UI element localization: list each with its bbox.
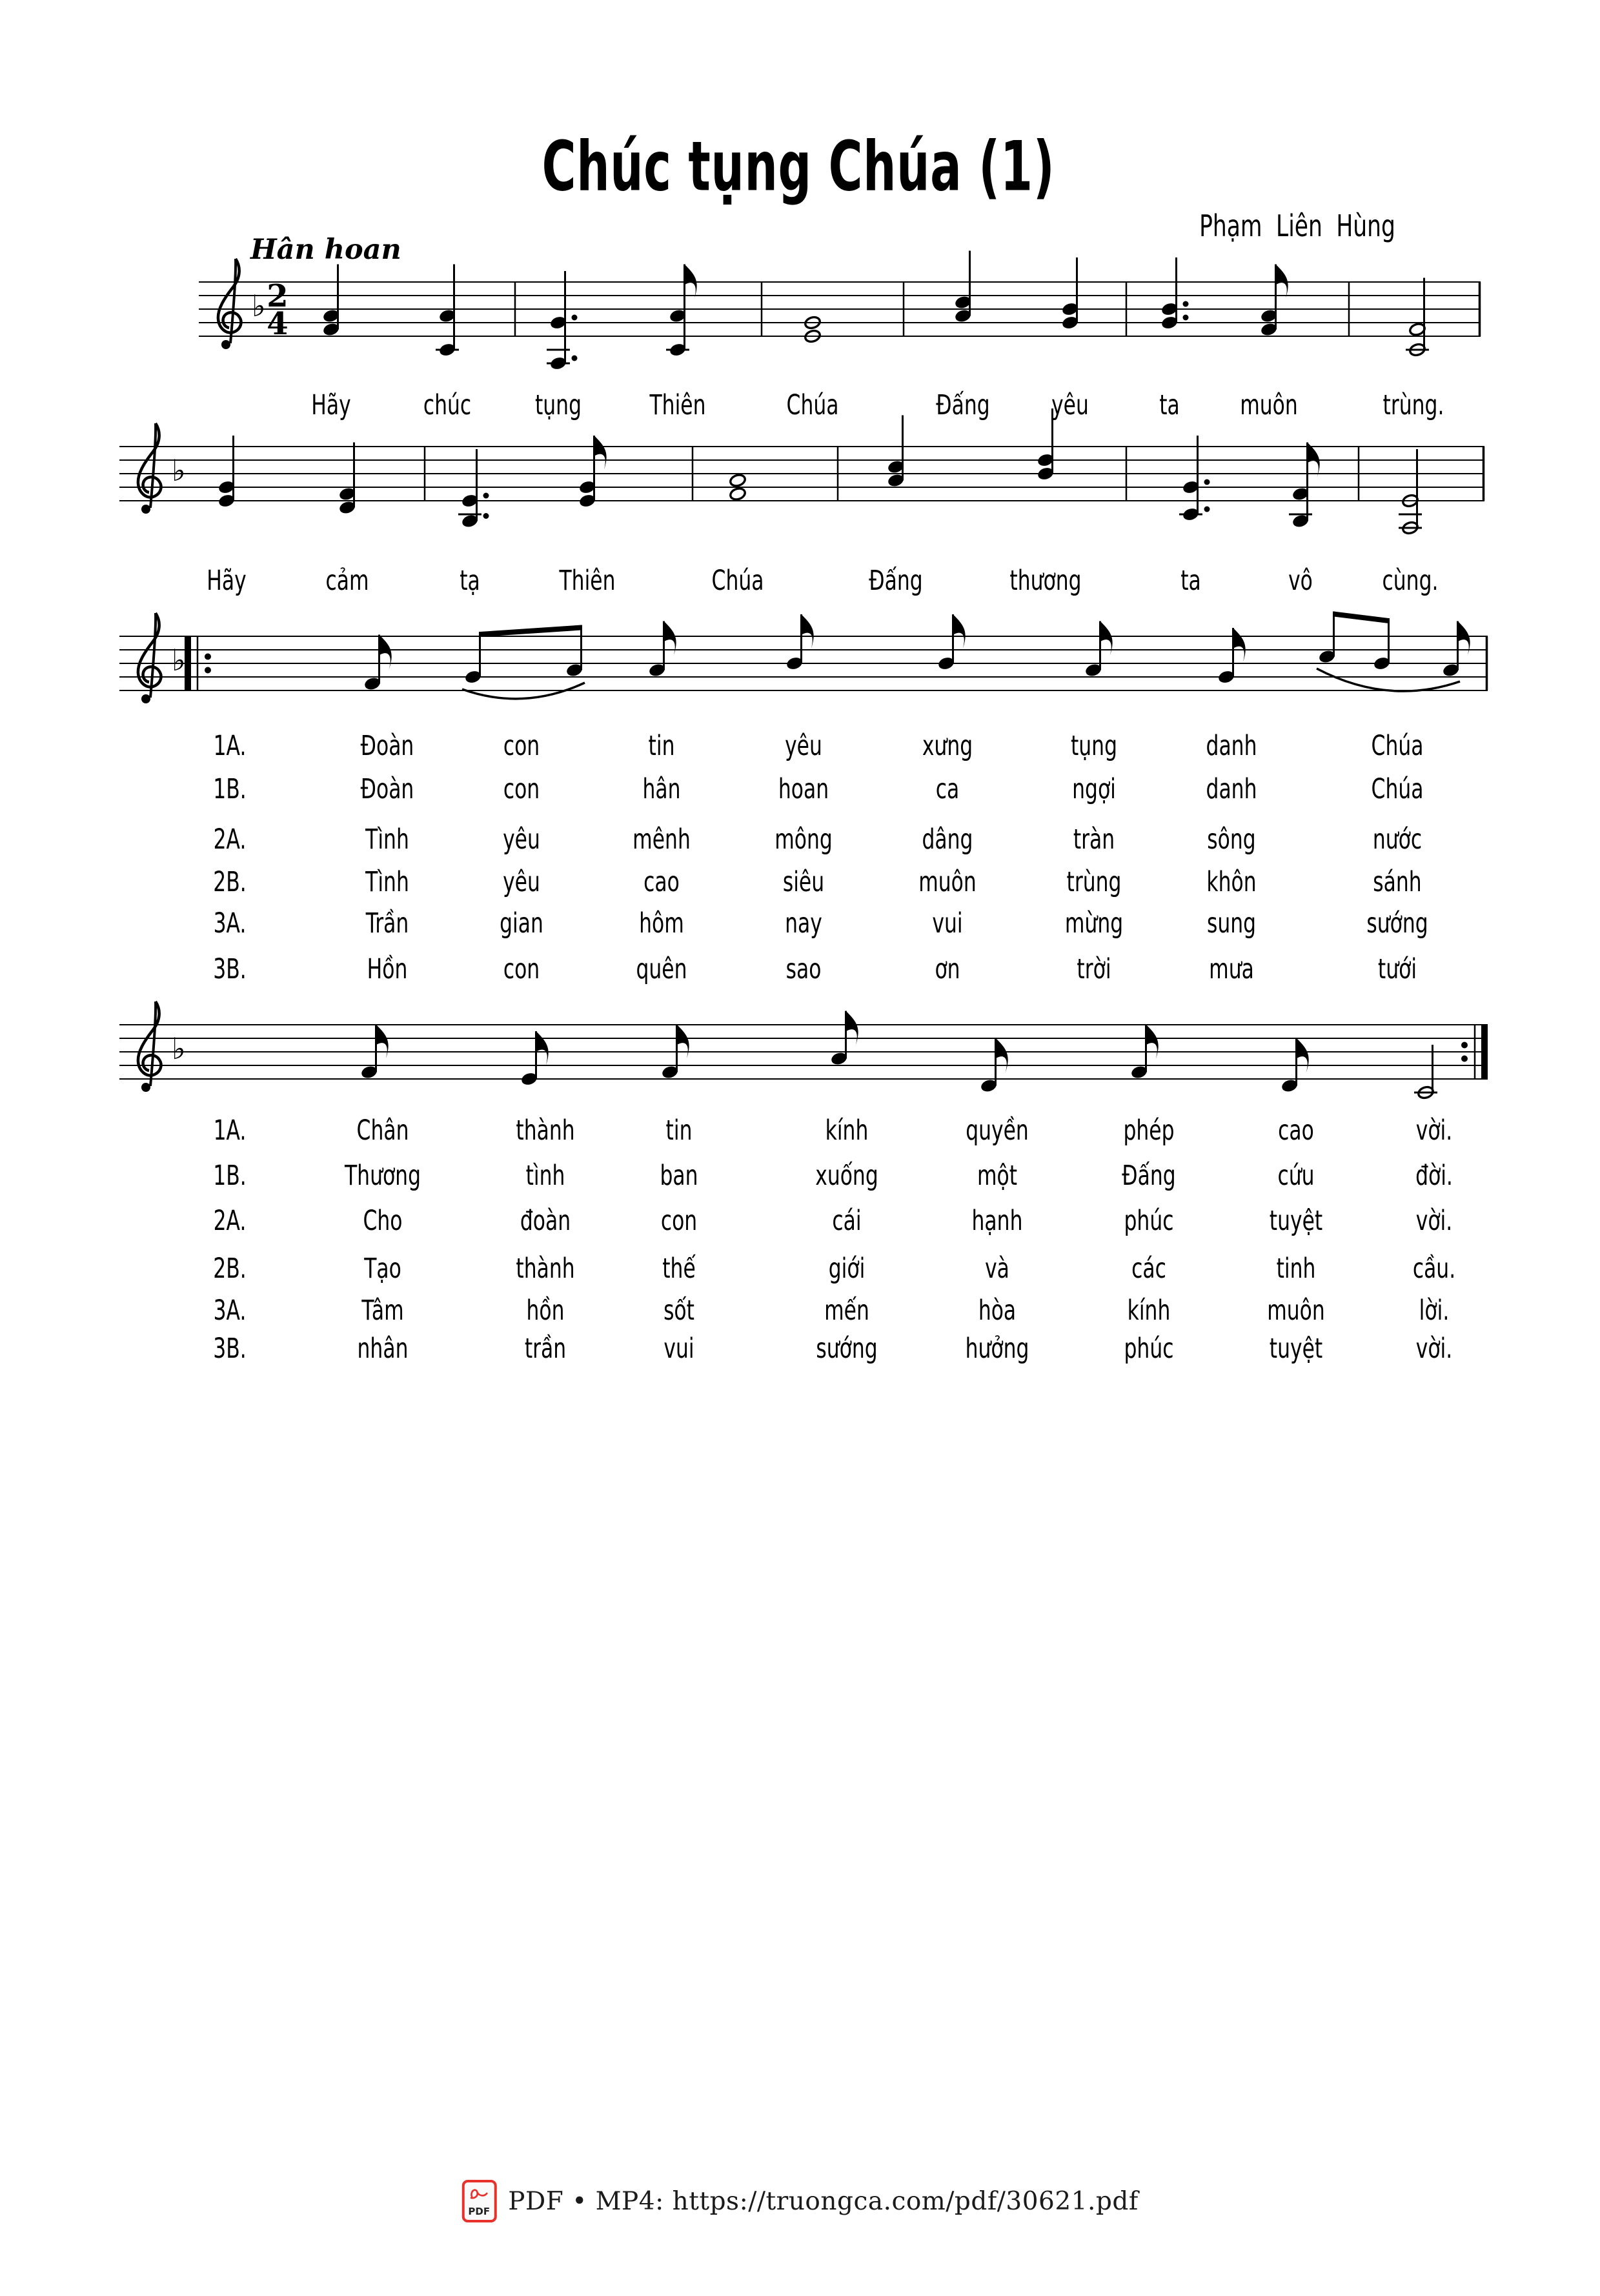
verse-word <box>654 1205 704 1237</box>
verse-word <box>1405 1253 1464 1285</box>
lyric-word <box>639 389 716 421</box>
verse-label <box>207 1333 253 1365</box>
verse-word <box>511 1205 580 1237</box>
verse-word-text: Đoàn <box>360 773 414 805</box>
verse-word <box>827 1205 867 1237</box>
verse-word <box>658 1333 700 1365</box>
verse-word-text: thế <box>662 1253 696 1285</box>
verse-word-text: danh <box>1206 773 1257 805</box>
lyric-word-text: Chúa <box>711 565 764 597</box>
verse-label-text: 2B. <box>213 1253 247 1285</box>
verse-word <box>775 866 832 898</box>
verse-word <box>643 730 680 762</box>
verse-word-text: và <box>985 1253 1009 1285</box>
lyric-word <box>1044 389 1095 421</box>
verse-word-text: nhân <box>357 1333 409 1365</box>
pdf-file-icon[interactable] <box>461 2180 496 2222</box>
verse-word <box>1269 1253 1322 1285</box>
verse-word-text: Chúa <box>1371 730 1424 762</box>
verse-word <box>631 907 692 940</box>
lyric-word-text: Chúa <box>786 389 839 421</box>
verse-label-text: 1B. <box>213 1160 247 1192</box>
verse-word-text: Tạo <box>364 1253 401 1285</box>
verse-word-text: sốt <box>663 1294 694 1327</box>
lyric-word <box>1372 565 1448 597</box>
verse-word-text: Chân <box>356 1114 409 1147</box>
verse-word <box>622 823 702 856</box>
verse-word-text: tụng <box>1070 730 1118 762</box>
composer-text: Phạm Liên Hùng <box>1199 208 1395 243</box>
verse-word-text: quên <box>636 953 687 985</box>
verse-label-text: 3A. <box>213 907 247 940</box>
verse-word-text: hòa <box>978 1294 1017 1327</box>
verse-word-text: kính <box>825 1114 869 1147</box>
pdf-icon-label: PDF <box>468 2206 491 2217</box>
verse-word-text: ban <box>660 1160 698 1192</box>
verse-word-text: tưới <box>1377 953 1417 985</box>
verse-word-text: yêu <box>503 866 540 898</box>
verse-word <box>347 1114 419 1147</box>
verse-word <box>1408 1160 1459 1192</box>
verse-word-text: vời. <box>1415 1333 1453 1365</box>
svg-text:♭: ♭ <box>172 453 186 488</box>
lyric-word-text: muôn <box>1240 389 1298 421</box>
verse-word-text: Đoàn <box>360 730 414 762</box>
lyric-word <box>456 565 483 597</box>
verse-word <box>354 1294 412 1327</box>
verse-word-text: Trần <box>365 907 409 940</box>
verse-word <box>778 730 829 762</box>
verse-word-text: tinh <box>1276 1253 1316 1285</box>
verse-word <box>817 1114 876 1147</box>
verse-word-text: vời. <box>1415 1114 1453 1147</box>
verse-word <box>1200 953 1262 985</box>
verse-word <box>980 1253 1014 1285</box>
lyric-word <box>318 565 377 597</box>
verse-word <box>927 907 969 940</box>
verse-word-text: con <box>503 773 540 805</box>
verse-label <box>207 1253 253 1285</box>
verse-word-text: cầu. <box>1412 1253 1456 1285</box>
verse-word <box>656 1253 702 1285</box>
verse-word-text: sướng <box>816 1333 878 1365</box>
tempo-marking: Hân hoan <box>250 234 401 266</box>
svg-text:♭: ♭ <box>172 1031 186 1066</box>
lyric-word-text: ta <box>1159 389 1180 421</box>
lyric-word <box>926 389 1000 421</box>
lyric-word <box>777 389 849 421</box>
verse-word-text: Tâm <box>361 1294 404 1327</box>
lyric-word-text: Hãy <box>311 389 351 421</box>
lyric-word-text: ta <box>1180 565 1201 597</box>
verse-word-text: mưa <box>1209 953 1254 985</box>
lyric-word-text: cảm <box>325 565 369 597</box>
lyric-word <box>702 565 774 597</box>
verse-word <box>1271 1114 1321 1147</box>
staff-1 <box>199 251 1481 371</box>
lyric-word <box>1155 389 1183 421</box>
verse-label-text: 3A. <box>213 1294 247 1327</box>
verse-word-text: trùng <box>1066 866 1122 898</box>
staff-4 <box>119 1002 1488 1100</box>
verse-word <box>1364 823 1431 856</box>
verse-word-text: trời <box>1077 953 1111 985</box>
verse-word <box>661 1114 697 1147</box>
verse-label <box>207 823 252 856</box>
verse-word-text: quyền <box>966 1114 1029 1147</box>
verse-label-text: 3B. <box>213 953 247 985</box>
verse-word-text: tin <box>665 1114 693 1147</box>
verse-word <box>517 1333 574 1365</box>
verse-word <box>637 866 686 898</box>
verse-word <box>816 1294 878 1327</box>
verse-word-text: tuyệt <box>1269 1205 1323 1237</box>
verse-word-text: khôn <box>1206 866 1257 898</box>
verse-word-text: ngợi <box>1072 773 1116 805</box>
verse-word <box>496 866 547 898</box>
verse-word <box>764 823 844 856</box>
verse-word <box>1413 1294 1455 1327</box>
verse-word <box>769 773 838 805</box>
verse-word <box>358 907 416 940</box>
lyric-word <box>1372 389 1455 421</box>
verse-word <box>496 823 547 856</box>
verse-word-text: thành <box>516 1253 575 1285</box>
lyric-word-text: cùng. <box>1382 565 1439 597</box>
verse-word-text: tin <box>648 730 675 762</box>
verse-word <box>931 773 964 805</box>
verse-word <box>1125 1253 1173 1285</box>
verse-word-text: phép <box>1123 1114 1175 1147</box>
verse-word <box>1054 907 1134 940</box>
verse-word <box>1271 1160 1321 1192</box>
verse-word <box>913 823 982 856</box>
lyric-word <box>549 565 625 597</box>
verse-word <box>1115 1333 1182 1365</box>
verse-word <box>358 823 418 856</box>
svg-text:2: 2 <box>267 278 289 314</box>
verse-word-text: Thương <box>345 1160 421 1192</box>
verse-word-text: hân <box>642 773 681 805</box>
verse-word-text: muôn <box>1267 1294 1325 1327</box>
verse-word <box>1115 1205 1182 1237</box>
verse-word-text: con <box>503 730 540 762</box>
verse-word <box>1198 907 1265 940</box>
verse-label-text: 2A. <box>213 1205 247 1237</box>
verse-word <box>1112 1160 1186 1192</box>
verse-label <box>207 730 252 762</box>
verse-word <box>636 773 688 805</box>
verse-label-text: 1A. <box>213 730 247 762</box>
verse-word-text: tràn <box>1073 823 1115 856</box>
lyric-word-text: yêu <box>1051 389 1089 421</box>
verse-word <box>1409 1333 1459 1365</box>
verse-word <box>778 907 829 940</box>
verse-word-text: hưởng <box>965 1333 1029 1365</box>
verse-word <box>350 730 423 762</box>
footer-link[interactable]: PDF • MP4: https://truongca.com/pdf/30621.pdf <box>508 2186 1139 2216</box>
verse-word-text: hoan <box>778 773 829 805</box>
verse-word <box>1071 953 1118 985</box>
lyric-word <box>1284 565 1317 597</box>
verse-label <box>207 866 253 898</box>
verse-word <box>908 866 987 898</box>
verse-word <box>1198 823 1264 856</box>
verse-word <box>969 1160 1024 1192</box>
verse-word <box>1409 1205 1459 1237</box>
verse-word <box>520 1294 572 1327</box>
verse-word <box>358 866 418 898</box>
lyric-word <box>1177 565 1204 597</box>
verse-word-text: siêu <box>782 866 825 898</box>
lyric-word-text: tụng <box>534 389 582 421</box>
lyric-word <box>527 389 591 421</box>
lyric-word <box>304 389 358 421</box>
verse-word <box>962 1205 1032 1237</box>
verse-word-text: ơn <box>935 953 960 985</box>
verse-word <box>627 953 696 985</box>
verse-word <box>358 1253 409 1285</box>
verse-word <box>492 907 552 940</box>
verse-label-text: 2A. <box>213 823 247 856</box>
verse-word <box>954 1114 1040 1147</box>
verse-label-text: 1A. <box>213 1114 247 1147</box>
lyric-word <box>414 389 480 421</box>
lyric-word <box>859 565 933 597</box>
verse-word <box>348 1333 418 1365</box>
verse-word <box>1197 866 1266 898</box>
verse-word <box>653 1160 705 1192</box>
verse-word-text: nước <box>1372 823 1423 856</box>
verse-word <box>1257 1294 1336 1327</box>
verse-word-text: đoàn <box>520 1205 571 1237</box>
verse-word-text: vời. <box>1415 1205 1453 1237</box>
verse-word-text: yêu <box>503 823 540 856</box>
verse-label <box>207 1114 252 1147</box>
verse-word-text: sung <box>1206 907 1257 940</box>
staff-2 <box>119 408 1484 535</box>
verse-word-text: hạnh <box>971 1205 1023 1237</box>
verse-label <box>207 1294 252 1327</box>
verse-word-text: danh <box>1206 730 1257 762</box>
lyric-word-text: Đấng <box>936 389 990 421</box>
verse-word-text: vui <box>932 907 963 940</box>
verse-label <box>207 773 253 805</box>
verse-word <box>1062 730 1126 762</box>
verse-word-text: Tình <box>365 866 409 898</box>
verse-word <box>804 1160 890 1192</box>
verse-word <box>779 953 827 985</box>
lyric-word-text: Thiên <box>559 565 616 597</box>
verse-word-text: tuyệt <box>1269 1333 1323 1365</box>
footer <box>461 2180 1139 2222</box>
verse-word <box>1197 773 1266 805</box>
verse-word <box>971 1294 1023 1327</box>
verse-word-text: xuống <box>815 1160 878 1192</box>
verse-word <box>930 953 965 985</box>
verse-word <box>1362 773 1433 805</box>
verse-word <box>518 1160 572 1192</box>
lyric-word-text: Hãy <box>207 565 247 597</box>
verse-word-text: mừng <box>1064 907 1124 940</box>
verse-word-text: cao <box>643 866 680 898</box>
verse-word <box>1371 953 1424 985</box>
verse-word-text: Chúa <box>1371 773 1424 805</box>
verse-word-text: con <box>660 1205 698 1237</box>
verse-word-text: trần <box>524 1333 567 1365</box>
verse-word-text: đời. <box>1415 1160 1453 1192</box>
verse-word-text: Cho <box>363 1205 403 1237</box>
verse-word <box>913 730 982 762</box>
svg-text:♭: ♭ <box>172 643 186 678</box>
lyric-word-text: thương <box>1009 565 1082 597</box>
verse-label <box>207 1160 253 1192</box>
verse-word-text: Đấng <box>1122 1160 1176 1192</box>
verse-word <box>356 1205 410 1237</box>
lyric-word <box>1230 389 1309 421</box>
lyric-word <box>997 565 1095 597</box>
verse-word <box>822 1253 872 1285</box>
verse-word-text: ca <box>935 773 960 805</box>
verse-label-text: 1B. <box>213 773 247 805</box>
verse-word <box>505 1253 586 1285</box>
verse-word-text: sông <box>1207 823 1256 856</box>
verse-word <box>505 1114 586 1147</box>
verse-word <box>1362 730 1433 762</box>
verse-word-text: mông <box>775 823 833 856</box>
verse-word <box>359 953 415 985</box>
verse-label <box>207 1205 252 1237</box>
verse-word-text: phúc <box>1124 1333 1174 1365</box>
verse-word <box>496 773 546 805</box>
verse-word-text: các <box>1131 1253 1166 1285</box>
svg-text:4: 4 <box>267 306 289 342</box>
verse-word <box>1064 773 1124 805</box>
verse-word-text: cứu <box>1277 1160 1315 1192</box>
verse-word <box>1409 1114 1459 1147</box>
verse-word-text: gian <box>500 907 543 940</box>
lyric-word-text: trùng. <box>1382 389 1444 421</box>
verse-word <box>350 773 423 805</box>
verse-word-text: lời. <box>1419 1294 1450 1327</box>
verse-word <box>496 730 546 762</box>
page-title-text: Chúc tụng Chúa (1) <box>542 126 1055 206</box>
svg-text:♭: ♭ <box>252 288 266 323</box>
verse-word-text: phúc <box>1124 1205 1174 1237</box>
staff-3 <box>119 612 1488 704</box>
verse-word <box>330 1160 435 1192</box>
verse-label-text: 3B. <box>213 1333 247 1365</box>
verse-word-text: một <box>977 1160 1018 1192</box>
lyric-word-text: chúc <box>423 389 472 421</box>
verse-word-text: hồn <box>526 1294 565 1327</box>
verse-word-text: mến <box>824 1294 869 1327</box>
verse-word <box>1197 730 1266 762</box>
verse-word <box>1119 1294 1178 1327</box>
verse-word <box>1260 1205 1333 1237</box>
lyric-word-text: Đấng <box>869 565 923 597</box>
verse-word-text: hôm <box>639 907 684 940</box>
verse-word-text: tình <box>525 1160 565 1192</box>
verse-word <box>1364 866 1430 898</box>
verse-word-text: sướng <box>1366 907 1428 940</box>
verse-label-text: 2B. <box>213 866 247 898</box>
verse-word <box>805 1333 889 1365</box>
verse-word <box>1260 1333 1333 1365</box>
verse-word-text: cao <box>1278 1114 1314 1147</box>
verse-word-text: xưng <box>922 730 973 762</box>
verse-word-text: Hồn <box>367 953 408 985</box>
verse-word-text: dâng <box>922 823 973 856</box>
verse-label <box>207 953 253 985</box>
verse-word-text: vui <box>663 1333 694 1365</box>
verse-word-text: thành <box>516 1114 575 1147</box>
verse-word <box>1355 907 1440 940</box>
verse-word-text: cái <box>832 1205 862 1237</box>
acrobat-swirl-icon <box>469 2186 489 2200</box>
verse-word-text: sao <box>785 953 822 985</box>
verse-word <box>496 953 546 985</box>
lyric-word-text: tạ <box>460 565 480 597</box>
verse-word-text: nay <box>785 907 822 940</box>
verse-word-text: mênh <box>633 823 691 856</box>
verse-word-text: Tình <box>365 823 409 856</box>
verse-word-text: con <box>503 953 540 985</box>
verse-word <box>1114 1114 1184 1147</box>
verse-word-text: sánh <box>1373 866 1422 898</box>
lyric-word-text: vô <box>1288 565 1313 597</box>
verse-word <box>658 1294 700 1327</box>
lyric-word-text: Thiên <box>649 389 706 421</box>
verse-word <box>953 1333 1040 1365</box>
verse-word-text: kính <box>1127 1294 1171 1327</box>
verse-word <box>1066 823 1122 856</box>
verse-word-text: yêu <box>785 730 822 762</box>
verse-word-text: giới <box>828 1253 866 1285</box>
verse-label <box>207 907 252 940</box>
verse-word-text: muôn <box>918 866 977 898</box>
verse-word <box>1057 866 1131 898</box>
lyric-word <box>199 565 254 597</box>
